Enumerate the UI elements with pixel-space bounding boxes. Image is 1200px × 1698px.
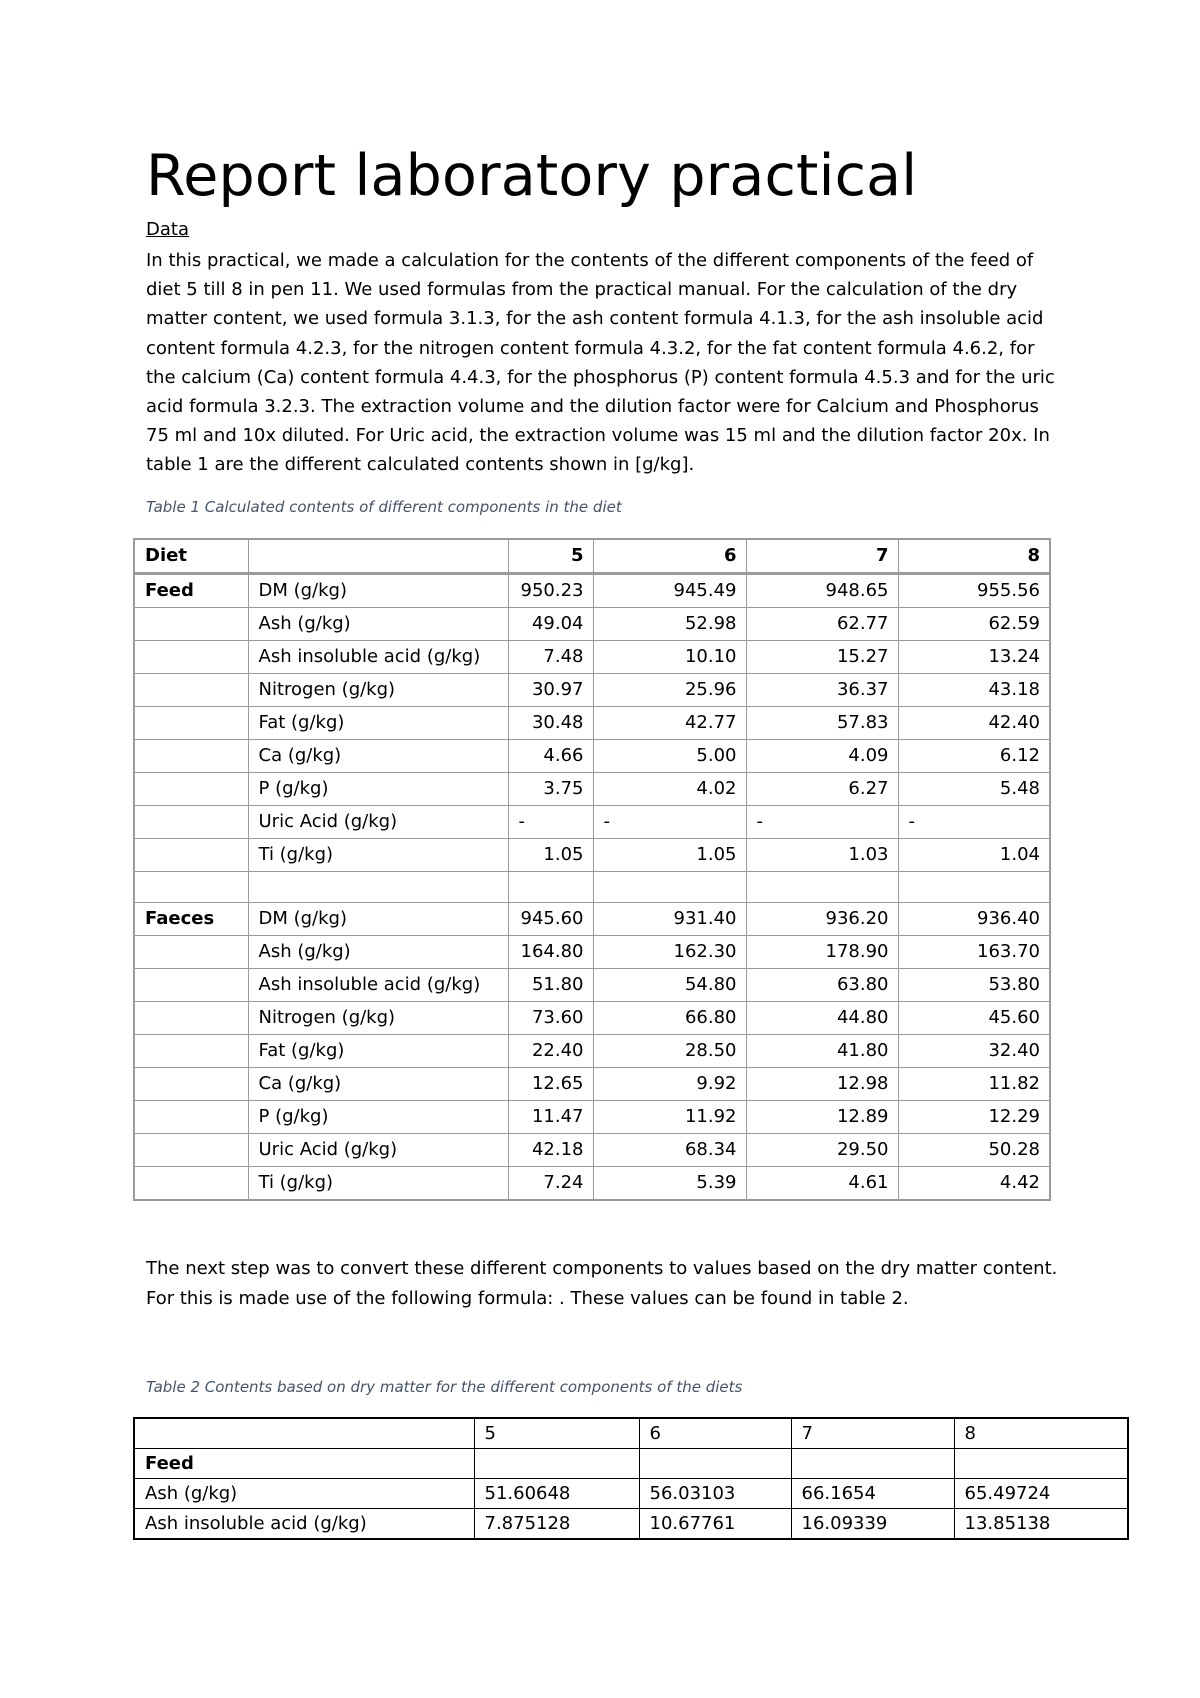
table-row	[134, 1134, 1050, 1167]
value-cell: 9.92	[593, 1068, 746, 1101]
value-cell: 5.00	[593, 740, 746, 773]
value-cell: 4.42	[898, 1167, 1050, 1201]
row-group-label	[134, 872, 248, 903]
row-group-label: Feed	[134, 574, 248, 608]
row-group-label	[134, 1167, 248, 1201]
value-cell: 43.18	[898, 674, 1050, 707]
value-cell	[508, 872, 593, 903]
value-cell: 44.80	[746, 1002, 898, 1035]
value-cell: 12.65	[508, 1068, 593, 1101]
table2-header-diet-6: 6	[639, 1418, 791, 1449]
value-cell: 53.80	[898, 969, 1050, 1002]
value-cell: 22.40	[508, 1035, 593, 1068]
value-cell: 7.24	[508, 1167, 593, 1201]
value-cell: 162.30	[593, 936, 746, 969]
row-group-label	[134, 1002, 248, 1035]
value-cell: 51.60648	[474, 1479, 639, 1509]
value-cell: 7.48	[508, 641, 593, 674]
value-cell: 5.39	[593, 1167, 746, 1201]
value-cell: 1.03	[746, 839, 898, 872]
table-row	[134, 969, 1050, 1002]
table-row	[134, 1035, 1050, 1068]
table2-caption: Table 2 Contents based on dry matter for the different components of the diets	[146, 1378, 743, 1396]
value-cell: 30.48	[508, 707, 593, 740]
value-cell: 12.29	[898, 1101, 1050, 1134]
value-cell: 56.03103	[639, 1479, 791, 1509]
value-cell	[593, 872, 746, 903]
component-label: Ti (g/kg)	[248, 1167, 508, 1201]
value-cell: 49.04	[508, 608, 593, 641]
table1-header-diet-7: 7	[746, 539, 898, 574]
table1-header-diet-5: 5	[508, 539, 593, 574]
value-cell: 51.80	[508, 969, 593, 1002]
value-cell: 68.34	[593, 1134, 746, 1167]
component-label: P (g/kg)	[248, 1101, 508, 1134]
section-heading-data: Data	[146, 219, 189, 240]
table1-header-blank	[248, 539, 508, 574]
component-label: Fat (g/kg)	[248, 707, 508, 740]
value-cell: 62.59	[898, 608, 1050, 641]
value-cell: 10.67761	[639, 1509, 791, 1540]
component-label: Ash (g/kg)	[134, 1479, 474, 1509]
row-group-label	[134, 1101, 248, 1134]
value-cell: 936.40	[898, 903, 1050, 936]
row-group-label	[134, 674, 248, 707]
table2-dry-matter-contents	[133, 1417, 1129, 1540]
value-cell: 5.48	[898, 773, 1050, 806]
value-cell: 4.02	[593, 773, 746, 806]
table2-header-row	[134, 1418, 1128, 1449]
value-cell: 11.92	[593, 1101, 746, 1134]
table-row	[134, 1509, 1128, 1540]
component-label: Ti (g/kg)	[248, 839, 508, 872]
component-label: Ash (g/kg)	[248, 936, 508, 969]
component-label: Nitrogen (g/kg)	[248, 1002, 508, 1035]
value-cell: 13.24	[898, 641, 1050, 674]
table-row	[134, 608, 1050, 641]
value-cell: 3.75	[508, 773, 593, 806]
page-title: Report laboratory practical	[146, 143, 918, 209]
value-cell: 955.56	[898, 574, 1050, 608]
row-group-label	[134, 1134, 248, 1167]
value-cell: 42.18	[508, 1134, 593, 1167]
value-cell: 66.1654	[791, 1479, 954, 1509]
value-cell: 52.98	[593, 608, 746, 641]
value-cell: 54.80	[593, 969, 746, 1002]
row-group-label	[134, 608, 248, 641]
value-cell: 164.80	[508, 936, 593, 969]
value-cell	[746, 872, 898, 903]
table-row	[134, 1449, 1128, 1479]
component-label: Fat (g/kg)	[248, 1035, 508, 1068]
table-row	[134, 1479, 1128, 1509]
table-row	[134, 740, 1050, 773]
table2-header-diet-7: 7	[791, 1418, 954, 1449]
component-label: Ash (g/kg)	[248, 608, 508, 641]
value-cell: 28.50	[593, 1035, 746, 1068]
value-cell: 945.60	[508, 903, 593, 936]
value-cell: 6.27	[746, 773, 898, 806]
table-row	[134, 1167, 1050, 1201]
value-cell	[898, 872, 1050, 903]
intro-paragraph: In this practical, we made a calculation for the contents of the different components of the feed of diet 5 till 8 in pen 11. We used formulas from the practical manual. For the calculation of the dry matter content, we used formula 3.1.3, for the ash content formula 4.1.3, for the ash insoluble acid content formula 4.2.3, for the nitrogen content formula 4.3.2, for the fat content formula 4.6.2, for the calcium (Ca) content formula 4.4.3, for the phosphorus (P) content formula 4.5.3 and for the uric acid formula 3.2.3. The extraction volume and the dilution factor were for Calcium and Phosphorus 75 ml and 10x diluted. For Uric acid, the extraction volume was 15 ml and the dilution factor 20x. In table 1 are the different calculated contents shown in [g/kg].	[146, 250, 1055, 476]
value-cell: 4.66	[508, 740, 593, 773]
component-label	[248, 872, 508, 903]
value-cell: 4.61	[746, 1167, 898, 1201]
value-cell: 10.10	[593, 641, 746, 674]
table-row	[134, 1101, 1050, 1134]
value-cell: 30.97	[508, 674, 593, 707]
table-row	[134, 839, 1050, 872]
table1-calculated-contents	[133, 538, 1051, 1201]
value-cell: 1.05	[508, 839, 593, 872]
value-cell: -	[898, 806, 1050, 839]
value-cell: 65.49724	[954, 1479, 1128, 1509]
component-label: Ash insoluble acid (g/kg)	[134, 1509, 474, 1540]
value-cell: 25.96	[593, 674, 746, 707]
value-cell: 42.77	[593, 707, 746, 740]
component-label: Nitrogen (g/kg)	[248, 674, 508, 707]
value-cell	[474, 1449, 639, 1479]
component-label: DM (g/kg)	[248, 574, 508, 608]
table-row	[134, 872, 1050, 903]
component-label: Feed	[134, 1449, 474, 1479]
value-cell	[954, 1449, 1128, 1479]
table-row	[134, 903, 1050, 936]
row-group-label	[134, 1068, 248, 1101]
component-label: Ash insoluble acid (g/kg)	[248, 641, 508, 674]
value-cell: 57.83	[746, 707, 898, 740]
component-label: Ca (g/kg)	[248, 740, 508, 773]
value-cell: 12.98	[746, 1068, 898, 1101]
table1-header-row	[134, 539, 1050, 574]
table-row	[134, 1002, 1050, 1035]
value-cell: 4.09	[746, 740, 898, 773]
value-cell	[639, 1449, 791, 1479]
component-label: Ca (g/kg)	[248, 1068, 508, 1101]
row-group-label	[134, 1035, 248, 1068]
second-paragraph: The next step was to convert these different components to values based on the dry matter content. For this is made use of the following formula: . These values can be found in table 2.	[146, 1258, 1058, 1309]
row-group-label	[134, 740, 248, 773]
table2-header-diet-5: 5	[474, 1418, 639, 1449]
table-row	[134, 641, 1050, 674]
table1-caption: Table 1 Calculated contents of different components in the diet	[146, 498, 622, 516]
value-cell: -	[508, 806, 593, 839]
row-group-label	[134, 969, 248, 1002]
value-cell: 950.23	[508, 574, 593, 608]
table-row	[134, 707, 1050, 740]
table-row	[134, 574, 1050, 608]
value-cell: 13.85138	[954, 1509, 1128, 1540]
row-group-label	[134, 707, 248, 740]
value-cell: -	[593, 806, 746, 839]
row-group-label	[134, 839, 248, 872]
table1-header-diet: Diet	[134, 539, 248, 574]
value-cell: 29.50	[746, 1134, 898, 1167]
component-label: P (g/kg)	[248, 773, 508, 806]
table2-header-diet-8: 8	[954, 1418, 1128, 1449]
value-cell: 36.37	[746, 674, 898, 707]
row-group-label	[134, 806, 248, 839]
value-cell: 63.80	[746, 969, 898, 1002]
table-row	[134, 1068, 1050, 1101]
value-cell: 7.875128	[474, 1509, 639, 1540]
table-row	[134, 806, 1050, 839]
value-cell: 12.89	[746, 1101, 898, 1134]
value-cell: 11.82	[898, 1068, 1050, 1101]
value-cell: 948.65	[746, 574, 898, 608]
row-group-label	[134, 641, 248, 674]
component-label: Uric Acid (g/kg)	[248, 1134, 508, 1167]
value-cell: 15.27	[746, 641, 898, 674]
value-cell: 16.09339	[791, 1509, 954, 1540]
value-cell: 45.60	[898, 1002, 1050, 1035]
table-row	[134, 936, 1050, 969]
value-cell: 50.28	[898, 1134, 1050, 1167]
row-group-label	[134, 936, 248, 969]
row-group-label: Faeces	[134, 903, 248, 936]
value-cell: 945.49	[593, 574, 746, 608]
table1-header-diet-6: 6	[593, 539, 746, 574]
table-row	[134, 773, 1050, 806]
value-cell: 41.80	[746, 1035, 898, 1068]
table-row	[134, 674, 1050, 707]
component-label: Uric Acid (g/kg)	[248, 806, 508, 839]
value-cell: 1.04	[898, 839, 1050, 872]
value-cell: 178.90	[746, 936, 898, 969]
value-cell: 931.40	[593, 903, 746, 936]
component-label: DM (g/kg)	[248, 903, 508, 936]
value-cell: 66.80	[593, 1002, 746, 1035]
table2-header-blank	[134, 1418, 474, 1449]
value-cell: 42.40	[898, 707, 1050, 740]
value-cell: -	[746, 806, 898, 839]
value-cell: 62.77	[746, 608, 898, 641]
value-cell: 6.12	[898, 740, 1050, 773]
value-cell: 11.47	[508, 1101, 593, 1134]
value-cell: 936.20	[746, 903, 898, 936]
value-cell: 73.60	[508, 1002, 593, 1035]
table1-header-diet-8: 8	[898, 539, 1050, 574]
value-cell	[791, 1449, 954, 1479]
row-group-label	[134, 773, 248, 806]
value-cell: 163.70	[898, 936, 1050, 969]
value-cell: 1.05	[593, 839, 746, 872]
value-cell: 32.40	[898, 1035, 1050, 1068]
component-label: Ash insoluble acid (g/kg)	[248, 969, 508, 1002]
